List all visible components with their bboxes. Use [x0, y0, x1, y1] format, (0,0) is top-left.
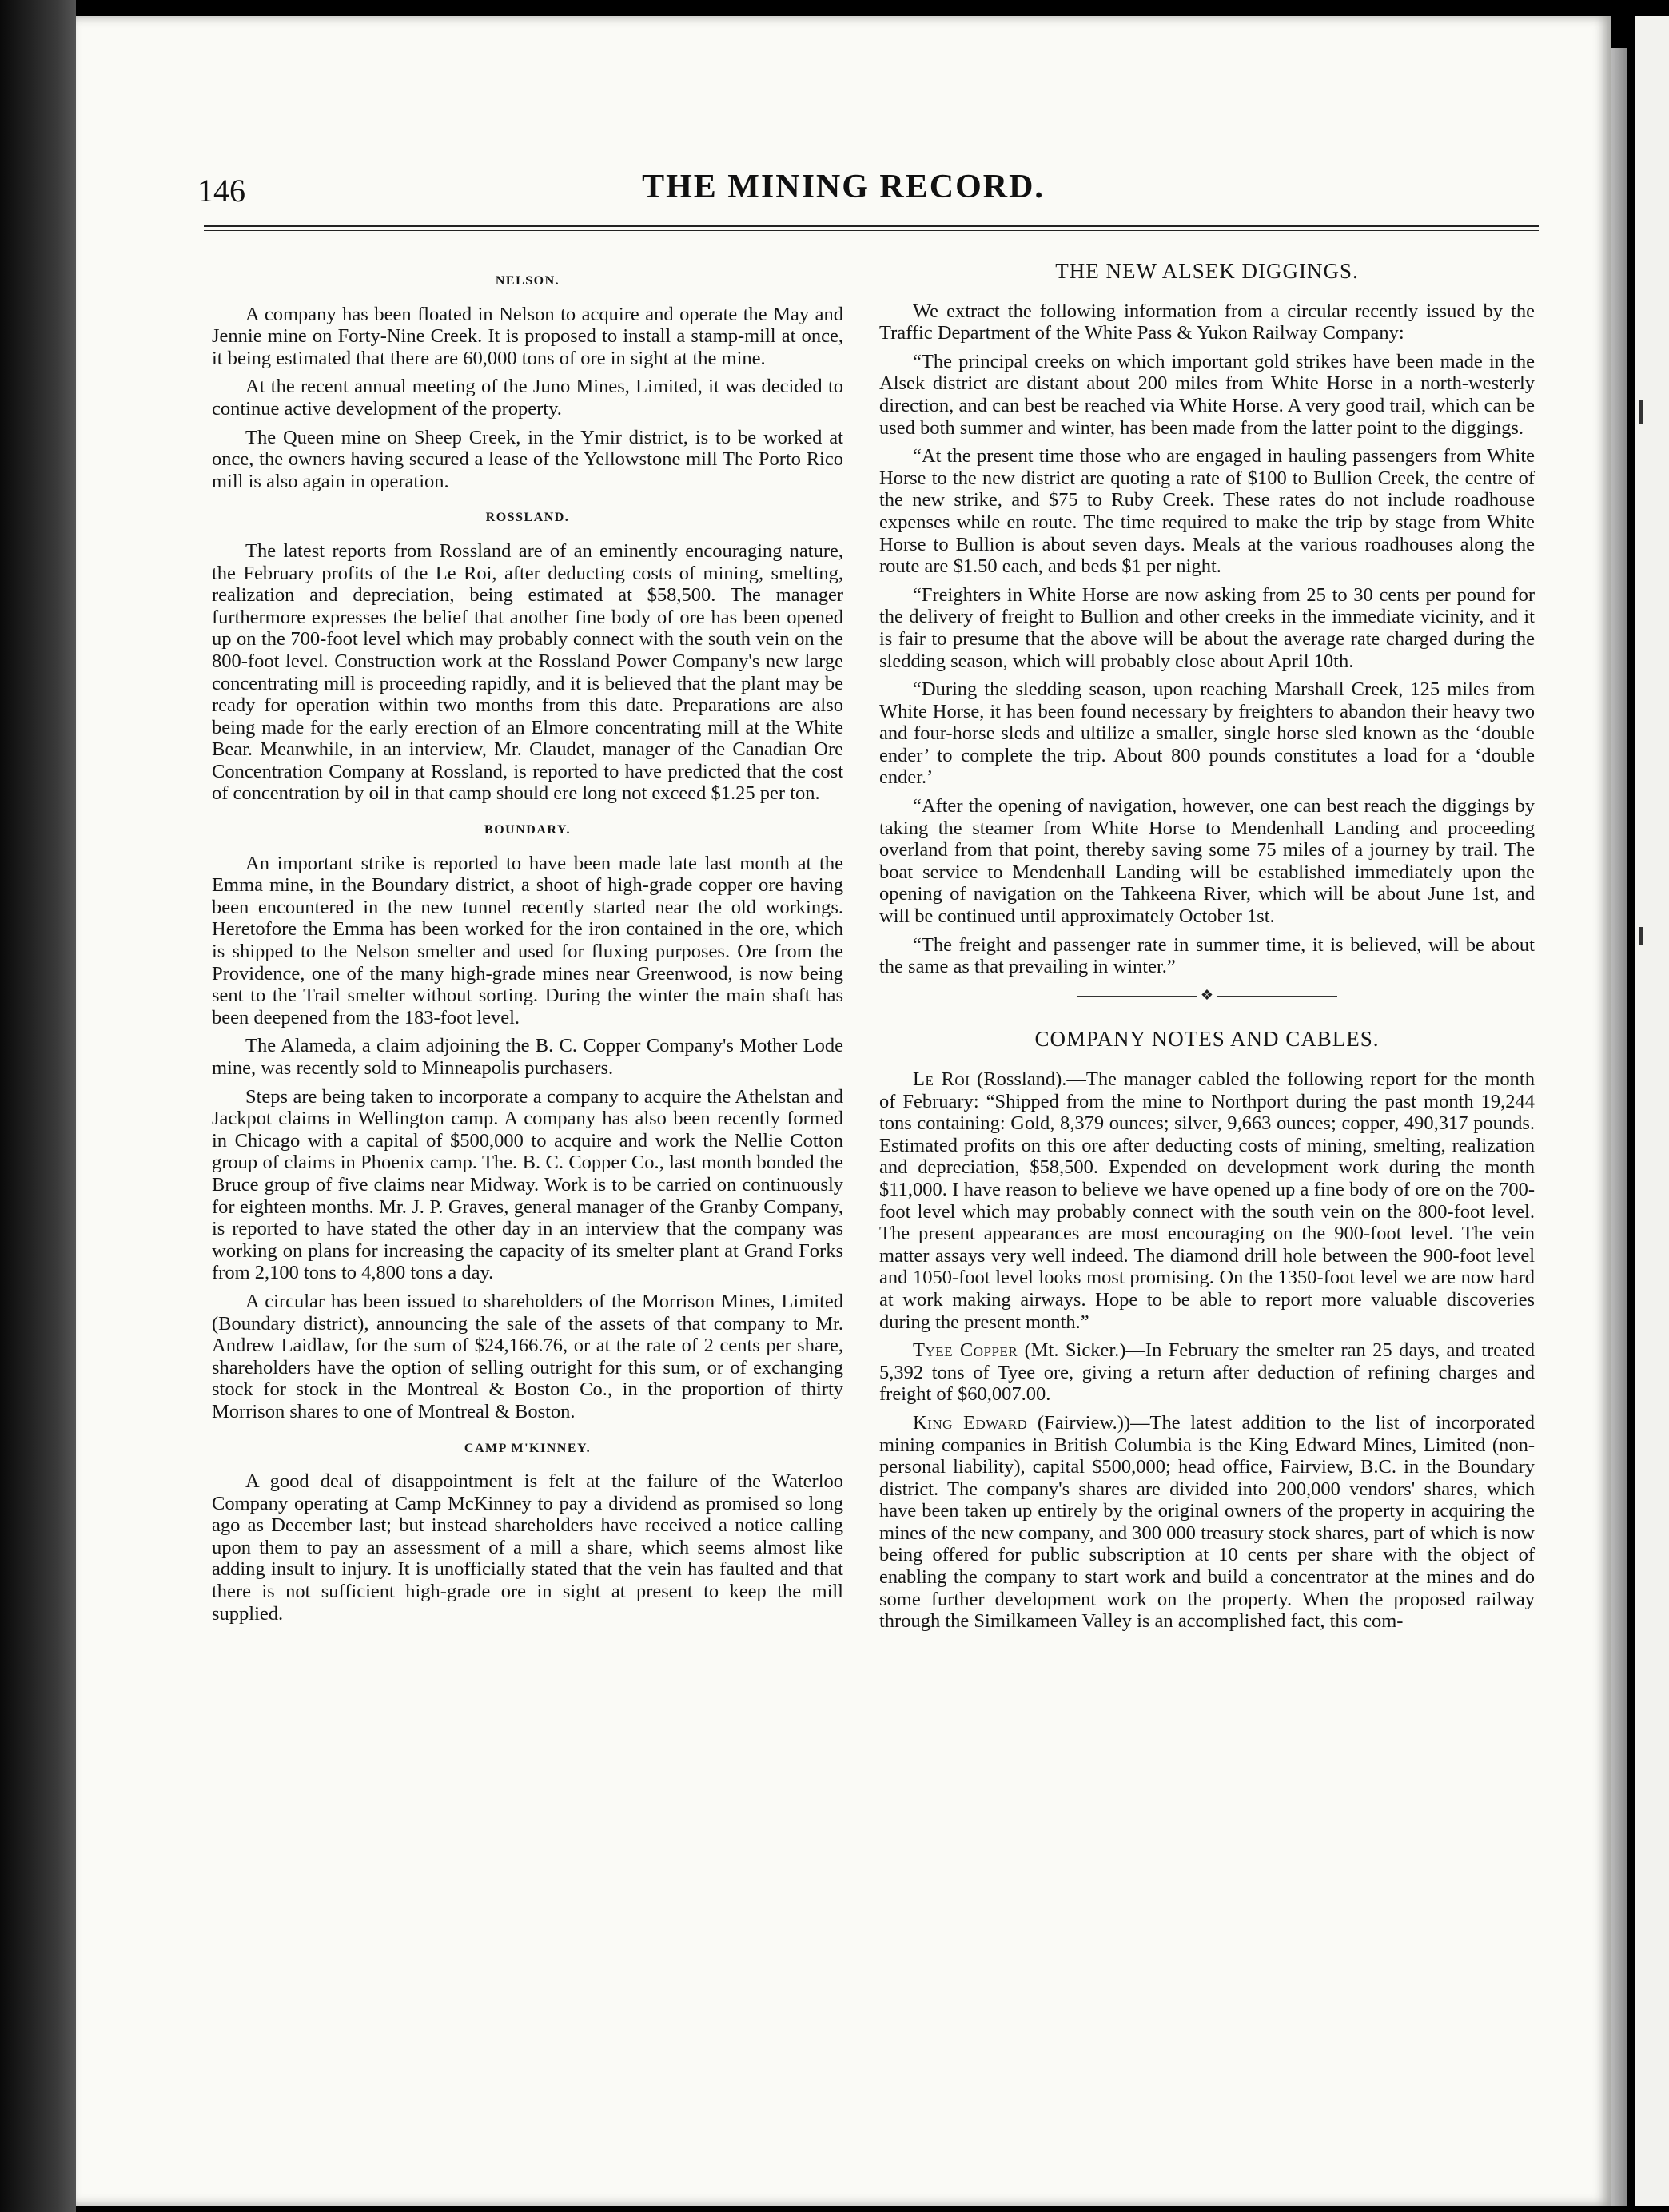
paragraph: “Freighters in White Horse are now asking from 25 to 30 cents per pound for the delivery of freight to Bullion and other creeks in the immediate vicinity, and it is fair to presume that the above will be about the average rate charged during the sledding season, which will probably close about April 10th.: [879, 583, 1535, 672]
section-heading-camp-mckinney: CAMP M'KINNEY.: [464, 1441, 592, 1455]
running-head: THE MINING RECORD.: [642, 169, 1045, 205]
page-number: 146: [197, 173, 245, 209]
paragraph: “The freight and passenger rate in summer time, it is believed, will be about the same as that prevailing in winter.”: [879, 933, 1535, 978]
company-note: [879, 1068, 1535, 1333]
paragraph: “The principal creeks on which important gold strikes have been made in the Alsek district are distant about 200 miles from White Horse in a north-westerly direction, and can best be reached via White Horse. A very good trail, which can be used both summer and winter, has been made from the latter point to the diggings.: [879, 350, 1535, 439]
paragraph: “After the opening of navigation, however, one can best reach the diggings by taking the steamer from White Horse to Mendenhall Landing and proceeding overland from that point, thereby saving some 75 miles of a journey by trail. The boat service to Mendenhall Landing will be established immediately upon the opening of navigation on the Tahkeena River, which will be about June 1st, and will be continued until approximately October 1st.: [879, 795, 1535, 928]
paragraph: “During the sledding season, upon reaching Marshall Creek, 125 miles from White Horse, it has been found necessary by freighters to abandon their heavy two and four-horse sleds and ultilize a smaller, single horse sled known as the ‘double ender’ to complete the trip. About 800 pounds constitutes a load for a ‘double ender.’: [879, 678, 1535, 789]
company-note-text: (Rossland).—The manager cabled the following report for the month of February: “Shipped from the mine to Northport during the past month 19,244 tons containing: Gold, 8,379 ounces; silver, 9,663 ounces; copper, 490,317 pounds. Estimated profits on this ore after deducting costs of mining, smelting, realization and depreciation, $58,500. Expended on development work during the month $11,000. I have reason to believe we have opened up a fine body of ore on the 700-foot level which may probably connect with the south vein on the 800-foot level. The present appearances are most encouraging on the 900-foot level. The vein matter assays very well indeed. The diamond drill hole between the 900-foot level and 1050-foot level looks most promising. On the 1350-foot level we are now hard at work making airways. Hope to be able to report more valuable discoveries during the present month.”: [879, 1068, 1535, 1333]
paragraph: A good deal of disappointment is felt at the failure of the Waterloo Company operating at Camp McKinney to pay a dividend as promised so long ago as December last; but instead shareholders have received a notice calling upon them to pay an assessment of a mill a share, which seems almost like adding insult to injury. It is unofficially stated that the vein has faulted and that there is not sufficient high-grade ore in sight at present to keep the mill supplied.: [212, 1470, 843, 1625]
paragraph: A company has been floated in Nelson to acquire and operate the May and Jennie mine on Forty-Nine Creek. It is proposed to install a stamp-mill at once, it being estimated that there are 60,000 tons of ore in sight at the mine.: [212, 303, 843, 369]
paragraph: The latest reports from Rossland are of an eminently encouraging nature, the February profits of the Le Roi, after deducting costs of mining, smelting, realization and depreciation, being estimated at $58,500. The manager furthermore expresses the belief that another fine body of ore has been opened up on the 700-foot level which may probably connect with the south vein on the 800-foot level. Construction work at the Rossland Power Company's new large concentrating mill is proceeding rapidly, and it is believed that the plant may be ready for operation within two months from this date. Preparations are also being made for the early erection of an Elmore concentrating mill at the White Bear. Meanwhile, in an interview, Mr. Claudet, manager of the Canadian Ore Concentration Company at Rossland, is reported to have predicted that the cost of concentration by oil in that camp should ere long not exceed $1.25 per ton.: [212, 539, 843, 805]
paragraph: A circular has been issued to shareholders of the Morrison Mines, Limited (Boundary district), announcing the sale of the assets of that company to Mr. Andrew Laidlaw, for the sum of $24,166.76, or at the rate of 2 cents per share, shareholders have the option of selling outright for this sum, or of exchanging stock for stock in the Montreal & Boston Co., in the proportion of thirty Morrison shares to one of Montreal & Boston.: [212, 1290, 843, 1422]
paragraph: The Queen mine on Sheep Creek, in the Ymir district, is to be worked at once, the owners having secured a lease of the Yellowstone mill The Porto Rico mill is also again in operation.: [212, 426, 843, 492]
header-rule: [204, 225, 1539, 231]
section-heading-rossland: ROSSLAND.: [485, 511, 570, 525]
company-name: Tyee Copper: [913, 1339, 1018, 1362]
company-note-text: (Fairview.))—The latest addition to the list of incorporated mining companies in British Columbia is the King Edward Mines, Limited (non-personal liability), capital $500,000; head office, Fairview, B.C. in the Boundary district. The company's shares are divided into 200,000 vendors' shares, which have been taken up entirely by the original owners of the property in acquiring the mines of the new company, and 300 000 treasury stock shares, part of which is now being offered for public subscription at 10 cents per share with the object of enabling the company to start work and build a concentrator at the mines and do some further development work on the property. When the proposed railway through the Similkameen Valley is an accomplished fact, this com-: [879, 1411, 1535, 1633]
paragraph: “At the present time those who are engaged in hauling passengers from White Horse to the new district are quoting a rate of $100 to Bullion Creek, the centre of the new strike, and $75 to Ruby Creek. These rates do not include roadhouse expenses while en route. The time required to make the trip by stage from White Horse to Bullion is about seven days. Meals at the various roadhouses along the route are $1.50 each, and beds $1 per night.: [879, 445, 1535, 578]
company-note-text: (Mt. Sicker.)—In February the smelter ran 25 days, and treated 5,392 tons of Tyee ore, giving a return after deduction of refining charges and freight of $60,007.00.: [879, 1339, 1535, 1406]
paragraph: The Alameda, a claim adjoining the B. C. Copper Company's Mother Lode mine, was recently sold to Minneapolis purchasers.: [212, 1035, 843, 1079]
company-note: [879, 1412, 1535, 1633]
facing-page-mark: [1639, 400, 1643, 424]
right-column: [879, 256, 1535, 1639]
article-heading-company-notes: COMPANY NOTES AND CABLES.: [1034, 1027, 1380, 1052]
book-spine: [0, 0, 76, 2212]
paragraph: An important strike is reported to have been made late last month at the Emma mine, in the Boundary district, a shoot of high-grade copper ore having been encountered in the new tunnel recently started near the old workings. Heretofore the Emma has been worked for the iron contained in the ore, which is shipped to the Nelson smelter and used for fluxing purposes. Ore from the Providence, one of the many high-grade mines near Greenwood, is now being sent to the Trail smelter without sorting. During the winter the main shaft has been deepened from the 183-foot level.: [212, 852, 843, 1028]
facing-page-mark: [1639, 927, 1643, 945]
paragraph: We extract the following information from a circular recently issued by the Traffic Department of the White Pass & Yukon Railway Company:: [879, 300, 1535, 344]
left-column: [212, 256, 843, 1631]
journal-page: [76, 16, 1611, 2206]
section-heading-nelson: NELSON.: [495, 274, 560, 288]
company-name: King Edward: [913, 1411, 1028, 1434]
company-note: [879, 1339, 1535, 1406]
facing-page-edge: [1635, 16, 1669, 2206]
page-edge: [1611, 48, 1627, 2206]
paragraph: At the recent annual meeting of the Juno Mines, Limited, it was decided to continue active development of the property.: [212, 376, 843, 420]
paragraph: Steps are being taken to incorporate a company to acquire the Athelstan and Jackpot claims in Wellington camp. A company has also been recently formed in Chicago with a capital of $500,000 to acquire and work the Nellie Cotton group of claims in Phoenix camp. The. B. C. Copper Co., last month bonded the Bruce group of five claims near Midway. Work is to be carried on continuously for eighteen months. Mr. J. P. Graves, general manager of the Granby Company, is reported to have stated the other day in an interview that the company was working on plans for increasing the capacity of its smelter plant at Grand Forks from 2,100 tons to 4,800 tons a day.: [212, 1085, 843, 1284]
section-divider-ornament: ❖: [879, 985, 1535, 1007]
section-heading-boundary: BOUNDARY.: [484, 823, 571, 837]
company-name: Le Roi: [913, 1068, 970, 1090]
article-heading-alsek: THE NEW ALSEK DIGGINGS.: [1055, 259, 1359, 283]
